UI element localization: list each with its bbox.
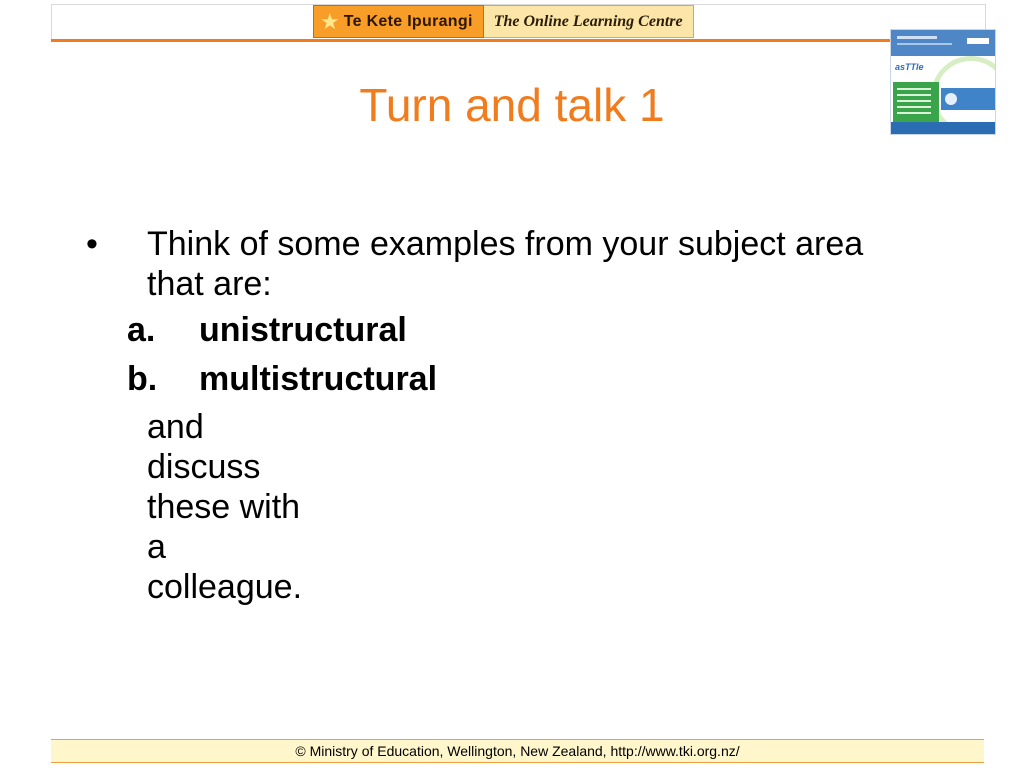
star-icon: ★ bbox=[320, 8, 340, 34]
thumbnail-header-band bbox=[891, 30, 995, 56]
list-item-label: b. bbox=[127, 360, 158, 398]
copyright-text: © Ministry of Education, Wellington, New Zealand, http://www.tki.org.nz/ bbox=[295, 743, 740, 759]
list-item-label: a. bbox=[127, 311, 156, 349]
banner-brand-maori bbox=[313, 5, 484, 38]
closing-text: and discuss these with a colleague. bbox=[147, 408, 303, 606]
bullet-marker: • bbox=[86, 225, 98, 263]
bullet-text: Think of some examples from your subject area that are: bbox=[147, 225, 864, 303]
thumbnail-logo: asTTle bbox=[895, 62, 924, 72]
list-item-unistructural: unistructural bbox=[199, 311, 407, 349]
copyright-footer bbox=[51, 739, 984, 763]
brand-english-text: The Online Learning Centre bbox=[493, 12, 683, 30]
banner-brand-english bbox=[484, 5, 694, 38]
tki-banner[interactable] bbox=[313, 5, 694, 38]
header-rule bbox=[51, 39, 986, 42]
slide-title: Turn and talk 1 bbox=[359, 79, 665, 131]
list-item-multistructural: multistructural bbox=[199, 360, 438, 398]
brand-maori-text: Te Kete Ipurangi bbox=[343, 12, 473, 30]
